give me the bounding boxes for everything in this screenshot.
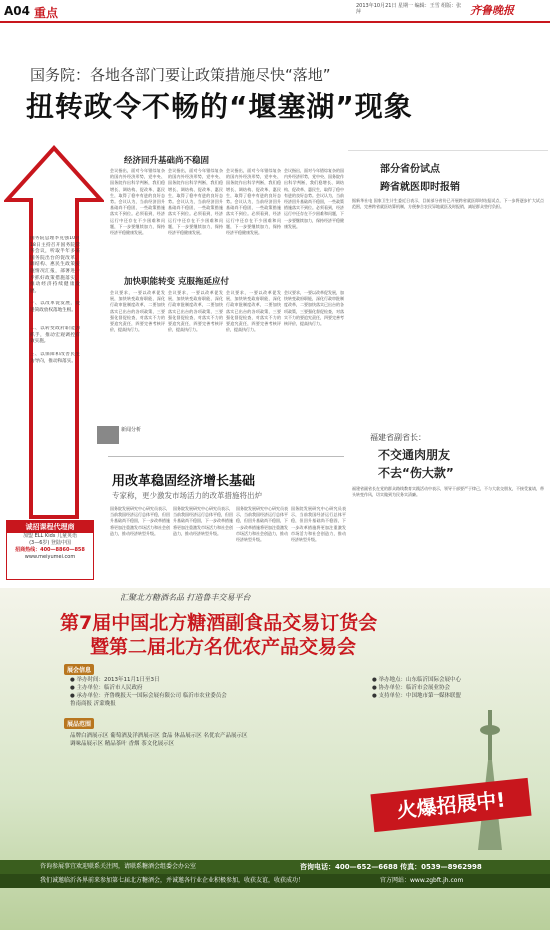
news-photo	[97, 426, 119, 444]
info-right	[372, 676, 542, 700]
info-organizer: ● 承办单位：齐鲁晚报天一国际会展有限公司 临沂市农业委员会	[70, 693, 227, 699]
info-organizer-2: 鲁南商报 沂蒙晚报	[70, 701, 116, 707]
banner-hotline[interactable]: 咨询电话：400—652—6688 传真：0539—8962998	[300, 863, 482, 871]
banner-footer-2-text: 我们诚邀临沂各界前来参加第七届北方糖酒会，并诚邀各行业企业积极参加，收获友谊，收获成功！	[40, 877, 305, 884]
header-rule	[0, 21, 550, 23]
scope-line-1: 品牌白酒展示区 葡萄酒及洋酒展示区 食品 休品展示区 名优农产品展示区	[70, 733, 248, 739]
analysis-col1: 国务院发展研究中心研究员表示，当前我国经济运行总体平稳，但回升基础尚不稳固，下一步改革措施将更加注重激发市场活力和社会创造力，推动经济转型升级。	[110, 506, 170, 536]
lead-kicker: 国务院：各地各部门要让政策措施尽快“落地”	[30, 66, 331, 84]
sidebar-intro: 国务院总理李克强10月18日主持召开国务院常务会议，听取半年多来国务院出台的促改革、调结构、惠民生政策实施情况汇报，部署进一步抓好政策措施落实，推动经济持续健康发展。	[30, 236, 80, 294]
info-label: 展会信息	[64, 664, 94, 675]
page-number: A04	[4, 4, 30, 18]
right-top-rule	[348, 150, 548, 151]
right-title-1: 部分省份试点	[380, 164, 440, 175]
right-story: 据新华社电 国家卫生计生委近日表示，目前部分省份已开展跨省就医即时结报试点，下一步将逐步扩大试点范围，完善跨省就医结算机制，方便参合农民异地就医及时报销，减轻群众垫付负担。	[352, 198, 544, 210]
analysis-col2: 国务院发展研究中心研究员表示，当前我国经济运行总体平稳，但回升基础尚不稳固，下一步改革措施将更加注重激发市场活力和社会创造力，推动经济转型升级。	[173, 506, 233, 536]
analysis-col3: 国务院发展研究中心研究员表示，当前我国经济运行总体平稳，但回升基础尚不稳固，下一步改革措施将更加注重激发市场活力和社会创造力，推动经济转型升级。	[236, 506, 288, 543]
section1-col1: 会议指出，面对今年错综复杂的国内外经济形势，党中央、国务院作出科学判断，我们稳增长、调结构、促改革、惠民生，取得了稳中有进的良好态势。会议认为，当前经济回升基础尚不稳固，一些政策措施落实不到位。必须看到，经济运行中还存在不少困难和问题，下一步要继续加力，保持经济平稳健康发展。	[110, 168, 165, 236]
scope-label: 展品范围	[64, 718, 94, 729]
sidebar-point-2: 二、以转变政府职能为抓手，推动宏观调控有效实施。	[30, 326, 80, 345]
analysis-title: 用改革稳固经济增长基础	[112, 474, 256, 489]
info-left	[70, 676, 350, 708]
newspaper-logo: 齐鲁晚报	[470, 4, 514, 17]
info-co-organizer: ● 协办单位：临沂市会展业协会	[372, 685, 451, 691]
banner-footer-1: 咨询参展事宜欢迎联系关注网，请联系糖酒会组委会办公室	[0, 860, 550, 874]
section1-col3: 会议指出，面对今年错综复杂的国内外经济形势，党中央、国务院作出科学判断，我们稳增长、调结构、促改革、惠民生，取得了稳中有进的良好态势。会议认为，当前经济回升基础尚不稳固，一些政策措施落实不到位。必须看到，经济运行中还存在不少困难和问题，下一步要继续加力，保持经济平稳健康发展。	[226, 168, 281, 236]
section-name: 重点	[34, 6, 59, 20]
photo-caption: 新闻分析	[121, 427, 142, 433]
ad-title: 诚招课程代理商	[7, 521, 93, 533]
ad-hotline: 招商热线：400—8860—858	[15, 547, 85, 553]
banner-title-2: 暨第二届北方名优农产品交易会	[90, 636, 357, 658]
banner-title-1: 第7届中国北方糖酒副食品交易订货会	[60, 612, 378, 634]
info-time: ● 举办时间：2013年11月1日至3日	[70, 677, 160, 683]
right-title-2: 跨省就医即时报销	[380, 182, 460, 193]
info-host: ● 主办单位：临沂市人民政府	[70, 685, 143, 691]
hot-recruit-stamp: 火爆招展中!	[370, 778, 531, 832]
column-story: 福建省副省长在党的群众路线教育实践活动中表示，领导干部要严于律己，不与大款交朋友，不接受宴请，带头转变作风，切实做到为民务实清廉。	[352, 486, 544, 498]
section2-col3: 会议要求，一要以改革促发展，加快转变政府职能，深化行政审批制度改革，二要加快落实已出台的各项政策，三要强化督促检查，对落实不力的要追究责任，四要完善考核评价，提高执行力。	[226, 290, 281, 333]
course-ad[interactable]	[6, 520, 94, 580]
info-venue: ● 举办地点：山东临沂国际会展中心	[372, 677, 462, 683]
analysis-col4: 国务院发展研究中心研究员表示，当前我国经济运行总体平稳，但回升基础尚不稳固，下一步改革措施将更加注重激发市场活力和社会创造力，推动经济转型升级。	[291, 506, 346, 543]
section2-col2: 会议要求，一要以改革促发展，加快转变政府职能，深化行政审批制度改革，二要加快落实已出台的各项政策，三要强化督促检查，对落实不力的要追究责任，四要完善考核评价，提高执行力。	[168, 290, 223, 333]
section2-title: 加快职能转变 克服拖延应付	[124, 277, 229, 287]
tower-illustration	[470, 700, 510, 850]
scope-list	[70, 732, 470, 748]
banner-website[interactable]: 官方网站：www.zgbft.jh.com	[380, 877, 464, 884]
section1-col2: 会议指出，面对今年错综复杂的国内外经济形势，党中央、国务院作出科学判断，我们稳增长、调结构、促改革、惠民生，取得了稳中有进的良好态势。会议认为，当前经济回升基础尚不稳固，一些政策措施落实不到位。必须看到，经济运行中还存在不少困难和问题，下一步要继续加力，保持经济平稳健康发展。	[168, 168, 223, 236]
ad-website[interactable]: www.meiyumei.com	[24, 554, 76, 560]
lead-headline: 扭转政令不畅的“堰塞湖”现象	[26, 90, 413, 123]
divider	[108, 456, 344, 457]
scope-line-2: 调味品展示区 精品茶叶 香烟 茶文化展示区	[70, 741, 175, 747]
column-title-1: 不交通肉朋友	[378, 448, 451, 462]
analysis-subtitle: 专家称，更少激发市场活力的改革措施将出炉	[112, 491, 262, 500]
column-title-2: 不去“伤大款”	[378, 466, 454, 480]
ad-line2: (3—6岁) 登陆中国	[29, 540, 71, 546]
sidebar-point-3: 三、以保障和改善民生为导向，推动和落实。	[30, 352, 80, 364]
date-line: 2013年10月21日 星期一 编辑：王雪 组版：张萍	[356, 3, 462, 15]
sidebar-point-1: 一、以改革促发展，促进简政放权落地生根。	[30, 301, 80, 313]
banner-slogan: 汇聚北方糖酒名品 打造鲁丰交易平台	[120, 593, 251, 602]
section1-col4: 会议指出，面对今年错综复杂的国内外经济形势，党中央、国务院作出科学判断，我们稳增长、调结构、促改革、惠民生，取得了稳中有进的良好态势。会议认为，当前经济回升基础尚不稳固，一些政策措施落实不到位。必须看到，经济运行中还存在不少困难和问题，下一步要继续加力，保持经济平稳健康发展。	[284, 168, 344, 229]
banner-footer-2	[0, 874, 550, 888]
section2-col4: 会议要求，一要以改革促发展，加快转变政府职能，深化行政审批制度改革，二要加快落实已出台的各项政策，三要强化督促检查，对落实不力的要追究责任，四要完善考核评价，提高执行力。	[284, 290, 344, 327]
info-support: ● 支持单位：中国地市第一媒体联盟	[372, 693, 462, 699]
section1-title: 经济回升基础尚不稳固	[124, 156, 210, 166]
column-label: 福建省副省长：	[370, 433, 426, 442]
ad-line1: 加盟 ELL Kids 儿童英语	[23, 533, 77, 539]
section2-col1: 会议要求，一要以改革促发展，加快转变政府职能，深化行政审批制度改革，二要加快落实已出台的各项政策，三要强化督促检查，对落实不力的要追究责任，四要完善考核评价，提高执行力。	[110, 290, 165, 333]
